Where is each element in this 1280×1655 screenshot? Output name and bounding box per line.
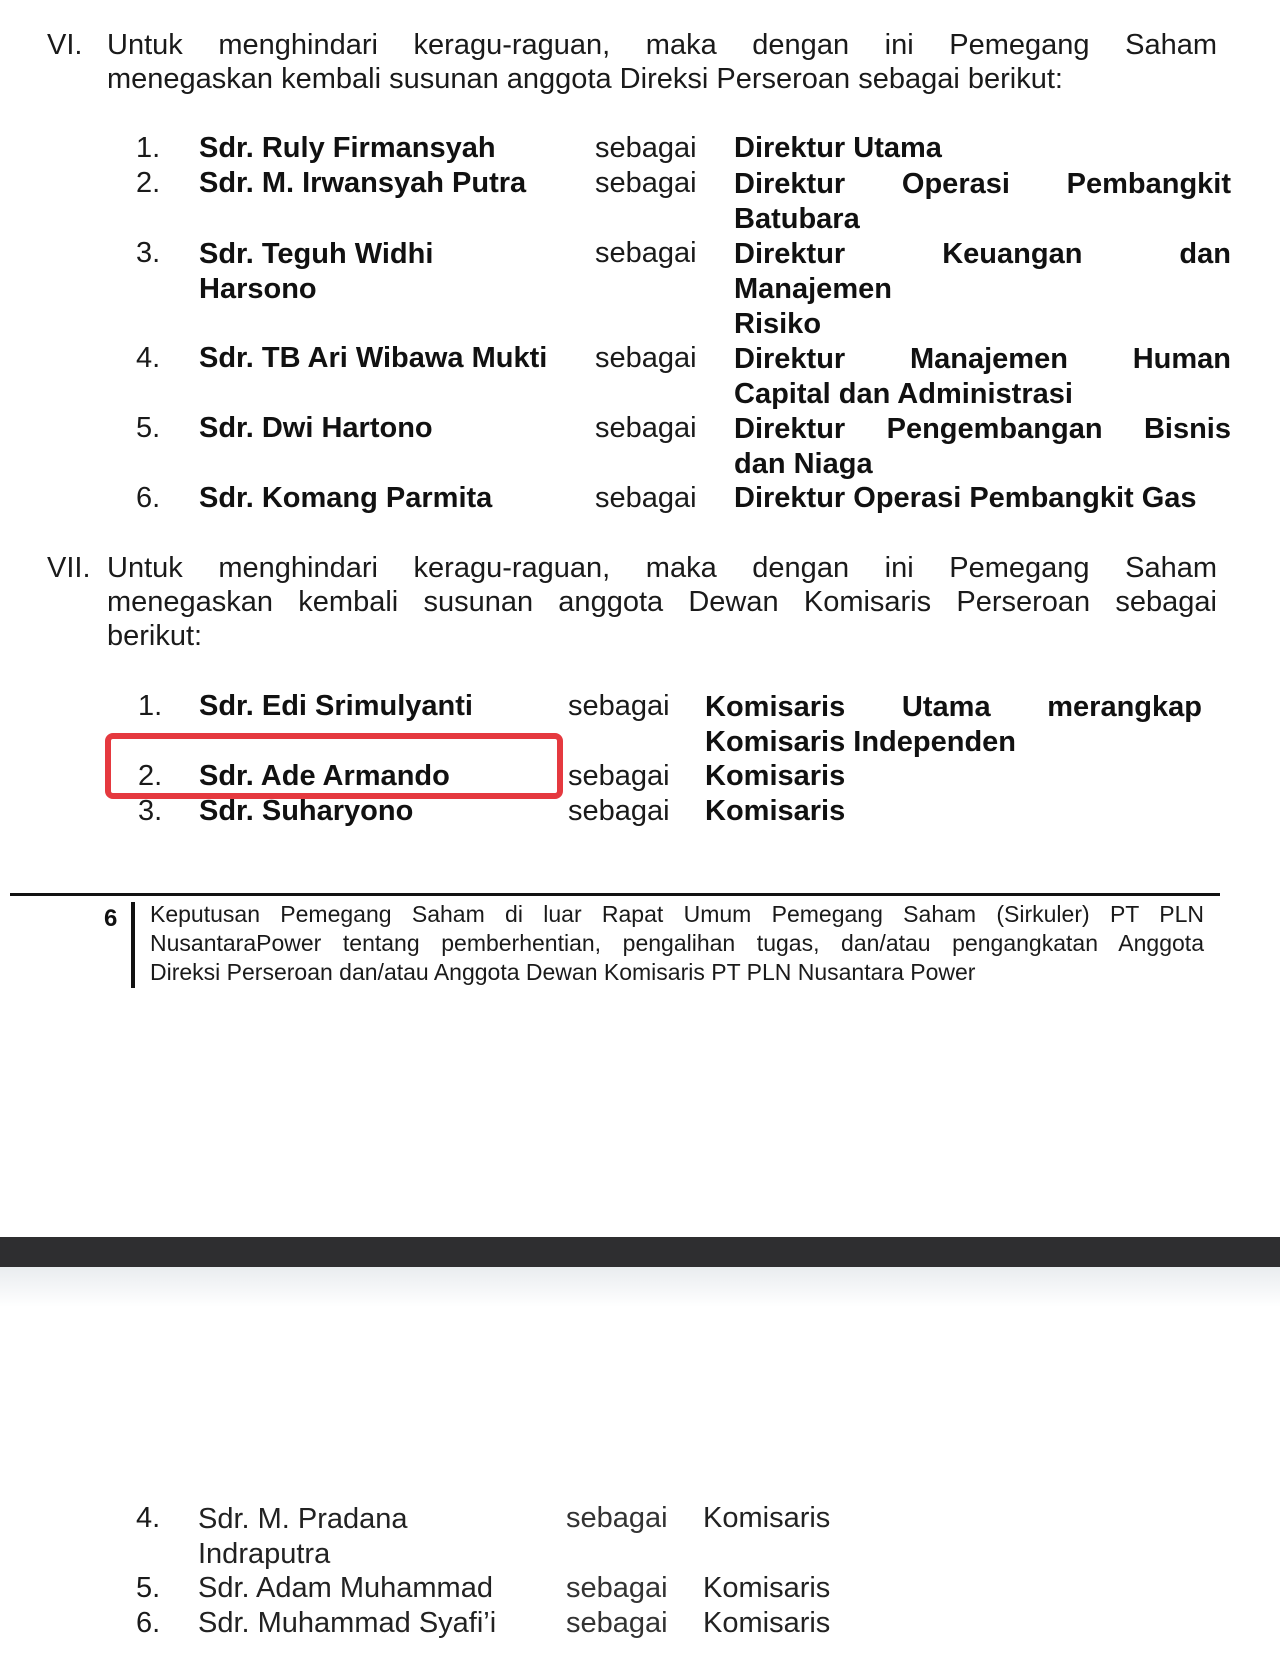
director-2-number: 2. [136,167,161,199]
director-3-name-line-2: Harsono [199,273,317,305]
footnote-bar [131,902,135,988]
section-vii-paragraph [107,551,1217,653]
director-2-name: Sdr. M. Irwansyah Putra [199,167,527,199]
director-2-role-line-1: Direktur Operasi Pembangkit [734,168,1231,200]
commissioner-6-role: Komisaris [703,1607,831,1639]
commissioner-1-role-line-2: Komisaris Independen [705,726,1017,758]
commissioner-3-sebagai: sebagai [568,795,670,827]
director-2-role [734,167,1231,237]
commissioner-6-number: 6. [136,1607,161,1639]
section-vi-numeral: VI. [47,29,83,61]
commissioner-5-number: 5. [136,1572,161,1604]
commissioner-3-role: Komisaris [705,795,846,827]
highlight-box [105,733,563,799]
director-6-name: Sdr. Komang Parmita [199,482,493,514]
director-6-sebagai: sebagai [595,482,697,514]
commissioner-2-number: 2. [138,760,163,792]
director-4-sebagai: sebagai [595,342,697,374]
director-5-number: 5. [136,412,161,444]
footnote-number: 6 [104,905,118,932]
section-vii-line-3: berikut: [107,620,203,652]
commissioner-4-sebagai: sebagai [566,1502,668,1534]
commissioner-2-role: Komisaris [705,760,846,792]
section-vii-numeral: VII. [47,552,91,584]
footnote-rule [10,893,1220,896]
footnote-text [150,900,1204,987]
section-vi-paragraph [107,28,1217,96]
director-1-sebagai: sebagai [595,132,697,164]
director-1-number: 1. [136,132,161,164]
footnote-line-3: Direksi Perseroan dan/atau Anggota Dewan Komisaris PT PLN Nusantara Power [150,959,976,985]
commissioner-5-name: Sdr. Adam Muhammad [198,1572,493,1604]
director-3-role-line-1: Direktur Keuangan dan [734,238,1231,270]
director-5-name: Sdr. Dwi Hartono [199,412,433,444]
page-break-band [0,1237,1280,1267]
director-6-role: Direktur Operasi Pembangkit Gas [734,482,1197,514]
section-vi-line-1: Untuk menghindari keragu-raguan, maka dengan ini Pemegang Saham [107,29,1217,61]
commissioner-4-name-line-1: Sdr. M. Pradana [198,1503,408,1535]
commissioner-1-role-line-1: Komisaris Utama merangkap [705,691,1202,723]
commissioner-6-sebagai: sebagai [566,1607,668,1639]
commissioner-1-role [705,690,1202,760]
commissioner-3-name: Sdr. Suharyono [199,795,414,827]
director-1-role: Direktur Utama [734,132,942,164]
director-3-role-line-2: Manajemen [734,273,892,305]
director-4-role-line-1: Direktur Manajemen Human [734,343,1231,375]
director-6-number: 6. [136,482,161,514]
director-3-role [734,237,1231,342]
commissioner-1-number: 1. [138,690,163,722]
director-4-number: 4. [136,342,161,374]
director-1-name: Sdr. Ruly Firmansyah [199,132,496,164]
footnote-line-2: NusantaraPower tentang pemberhentian, pengalihan tugas, dan/atau pengangkatan Anggota [150,930,1204,956]
director-4-name: Sdr. TB Ari Wibawa Mukti [199,342,548,374]
footnote-line-1: Keputusan Pemegang Saham di luar Rapat Umum Pemegang Saham (Sirkuler) PT PLN [150,901,1204,927]
director-3-name-line-1: Sdr. Teguh Widhi [199,238,434,270]
commissioner-5-sebagai: sebagai [566,1572,668,1604]
commissioner-3-number: 3. [138,795,163,827]
commissioner-4-name [198,1502,408,1572]
page-top-shadow [0,1267,1280,1307]
section-vii-line-1: Untuk menghindari keragu-raguan, maka dengan ini Pemegang Saham [107,552,1217,584]
section-vii-line-2: menegaskan kembali susunan anggota Dewan Komisaris Perseroan sebagai [107,586,1217,618]
director-4-role [734,342,1231,412]
director-2-role-line-2: Batubara [734,203,860,235]
commissioner-5-role: Komisaris [703,1572,831,1604]
commissioner-2-sebagai: sebagai [568,760,670,792]
director-5-role-line-2: dan Niaga [734,448,873,480]
director-5-sebagai: sebagai [595,412,697,444]
section-vi-line-2: menegaskan kembali susunan anggota Direksi Perseroan sebagai berikut: [107,63,1063,95]
commissioner-1-name: Sdr. Edi Srimulyanti [199,690,473,722]
commissioner-4-role: Komisaris [703,1502,831,1534]
commissioner-1-sebagai: sebagai [568,690,670,722]
director-5-role-line-1: Direktur Pengembangan Bisnis [734,413,1231,445]
commissioner-4-name-line-2: Indraputra [198,1538,331,1570]
director-2-sebagai: sebagai [595,167,697,199]
director-3-sebagai: sebagai [595,237,697,269]
director-4-role-line-2: Capital dan Administrasi [734,378,1073,410]
commissioner-4-number: 4. [136,1502,161,1534]
director-3-name [199,237,433,307]
director-3-number: 3. [136,237,161,269]
commissioner-6-name: Sdr. Muhammad Syafi’i [198,1607,497,1639]
commissioner-2-name: Sdr. Ade Armando [199,760,450,792]
director-3-role-line-3: Risiko [734,308,822,340]
director-5-role [734,412,1231,482]
